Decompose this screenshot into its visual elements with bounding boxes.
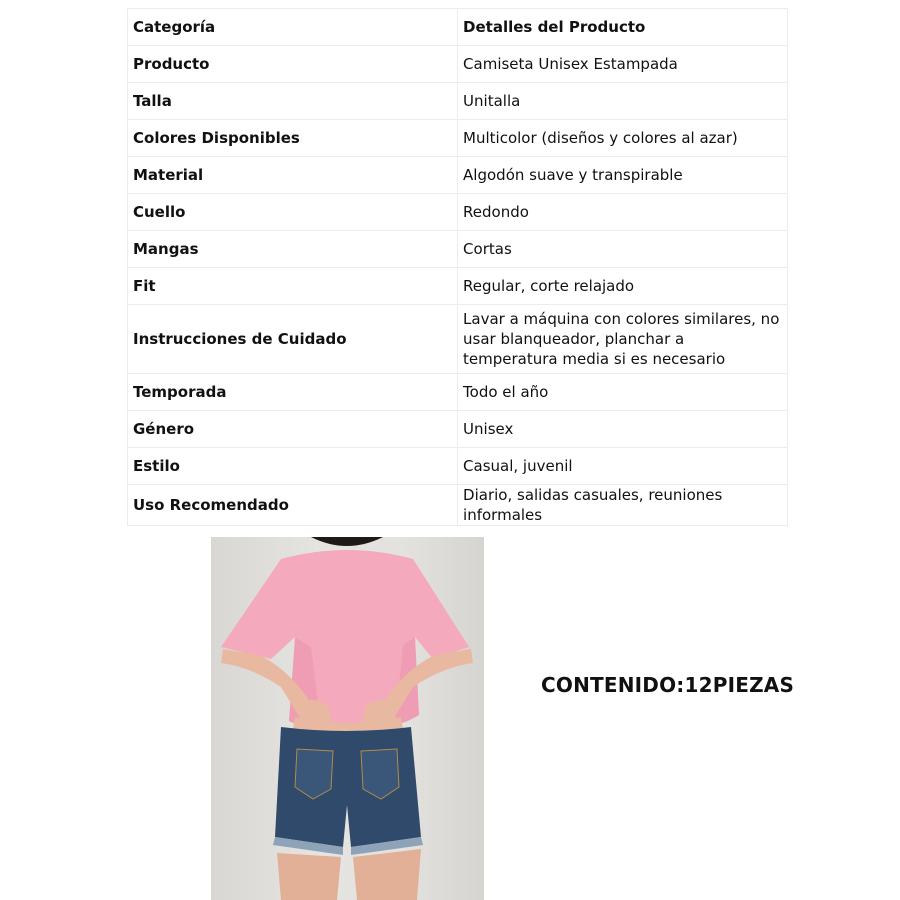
- table-row: [128, 231, 788, 268]
- row-value: Redondo: [458, 194, 788, 231]
- header-details: Detalles del Producto: [458, 9, 788, 46]
- table-row: [128, 374, 788, 411]
- row-value: Diario, salidas casuales, reuniones informales: [458, 485, 788, 526]
- header-category: Categoría: [128, 9, 458, 46]
- row-key: Colores Disponibles: [128, 120, 458, 157]
- row-value: Todo el año: [458, 374, 788, 411]
- row-value: Unitalla: [458, 83, 788, 120]
- row-value: Algodón suave y transpirable: [458, 157, 788, 194]
- row-key: Estilo: [128, 448, 458, 485]
- row-key: Fit: [128, 268, 458, 305]
- table-row: [128, 448, 788, 485]
- table-row: [128, 268, 788, 305]
- row-value: Casual, juvenil: [458, 448, 788, 485]
- table-row: [128, 194, 788, 231]
- table-row: [128, 120, 788, 157]
- table-row: [128, 485, 788, 526]
- row-value: Unisex: [458, 411, 788, 448]
- table-row: [128, 46, 788, 83]
- model-illustration: [211, 537, 484, 900]
- row-key: Talla: [128, 83, 458, 120]
- row-value: Regular, corte relajado: [458, 268, 788, 305]
- table-row: [128, 83, 788, 120]
- row-key: Temporada: [128, 374, 458, 411]
- product-spec-table: [127, 8, 788, 526]
- row-key: Instrucciones de Cuidado: [128, 305, 458, 374]
- row-value: Lavar a máquina con colores similares, no usar blanqueador, planchar a temperatura media si es necesario: [458, 305, 788, 374]
- row-key: Material: [128, 157, 458, 194]
- row-key: Uso Recomendado: [128, 485, 458, 526]
- row-key: Género: [128, 411, 458, 448]
- content-count-label: CONTENIDO:12PIEZAS: [541, 673, 795, 697]
- row-key: Cuello: [128, 194, 458, 231]
- table-row: [128, 305, 788, 374]
- table-row: [128, 157, 788, 194]
- row-value: Cortas: [458, 231, 788, 268]
- row-value: Multicolor (diseños y colores al azar): [458, 120, 788, 157]
- table-row: [128, 411, 788, 448]
- row-key: Producto: [128, 46, 458, 83]
- row-value: Camiseta Unisex Estampada: [458, 46, 788, 83]
- product-photo: [211, 537, 484, 900]
- row-key: Mangas: [128, 231, 458, 268]
- table-header-row: [128, 9, 788, 46]
